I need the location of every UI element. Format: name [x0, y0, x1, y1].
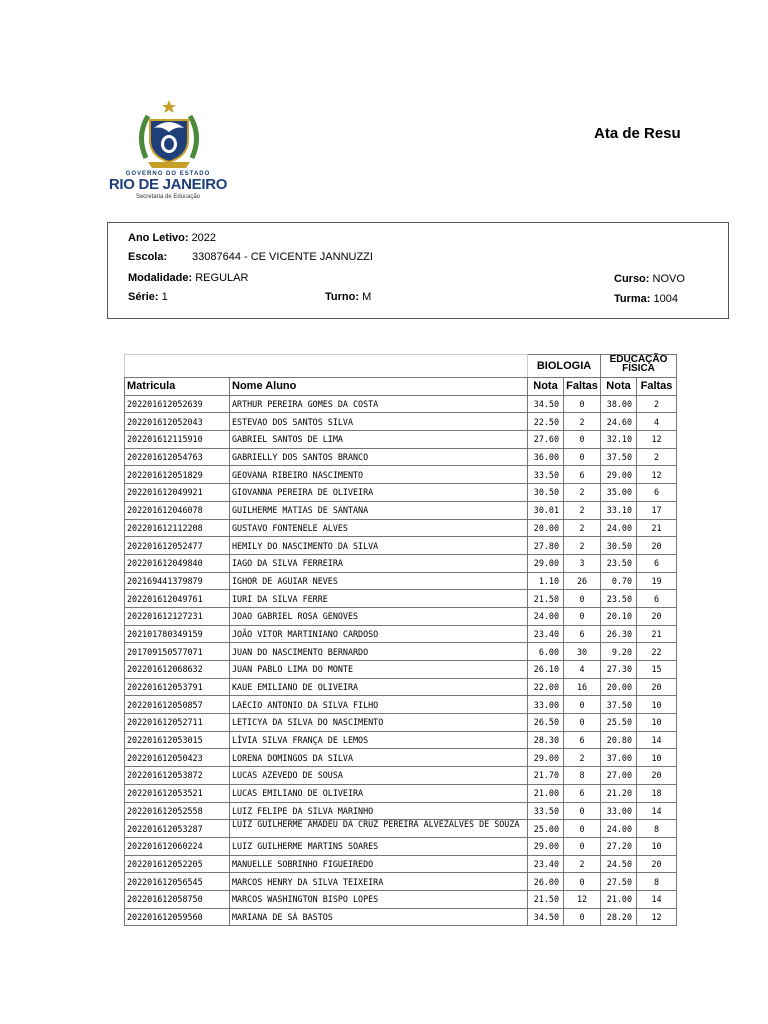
cell-faltas-biologia: 6 — [564, 466, 601, 484]
cell-nome: GEOVANA RIBEIRO NASCIMENTO — [230, 466, 528, 484]
table-row — [125, 678, 677, 696]
cell-faltas-biologia: 30 — [564, 643, 601, 661]
cell-nome: LUIZ GUILHERME AMADEU DA CRUZ PEREIRA ALVEZALVES DE SOUZA — [230, 820, 528, 838]
cell-nota-educacao-fisica: 30.50 — [601, 537, 637, 555]
cell-faltas-educacao-fisica: 8 — [637, 873, 677, 891]
cell-faltas-biologia: 12 — [564, 890, 601, 908]
cell-nota-educacao-fisica: 37.50 — [601, 448, 637, 466]
col-faltas-1: Faltas — [564, 378, 601, 396]
table-row — [125, 784, 677, 802]
cell-faltas-educacao-fisica: 21 — [637, 519, 677, 537]
table-row — [125, 890, 677, 908]
cell-nome: ARTHUR PEREIRA GOMES DA COSTA — [230, 395, 528, 413]
cell-matricula: 202201612052558 — [125, 802, 230, 820]
cell-faltas-educacao-fisica: 15 — [637, 661, 677, 679]
cell-faltas-educacao-fisica: 10 — [637, 749, 677, 767]
cell-nome: LUCAS AZEVEDO DE SOUSA — [230, 767, 528, 785]
table-row — [125, 431, 677, 449]
table-row — [125, 590, 677, 608]
cell-faltas-educacao-fisica: 19 — [637, 572, 677, 590]
cell-faltas-biologia: 0 — [564, 607, 601, 625]
cell-nota-biologia: 34.50 — [528, 395, 564, 413]
cell-nota-biologia: 26.10 — [528, 661, 564, 679]
cell-nota-biologia: 33.00 — [528, 696, 564, 714]
logo-line-3: Secretaria de Educação — [135, 194, 201, 200]
cell-faltas-educacao-fisica: 12 — [637, 466, 677, 484]
cell-faltas-educacao-fisica: 2 — [637, 448, 677, 466]
cell-nota-educacao-fisica: 37.50 — [601, 696, 637, 714]
cell-nome: GIOVANNA PEREIRA DE OLIVEIRA — [230, 484, 528, 502]
cell-matricula: 202201612051829 — [125, 466, 230, 484]
table-row — [125, 448, 677, 466]
cell-nota-biologia: 33.50 — [528, 466, 564, 484]
serie-value: 1 — [161, 291, 168, 303]
cell-nome: IGHOR DE AGUIAR NEVES — [230, 572, 528, 590]
cell-faltas-biologia: 0 — [564, 802, 601, 820]
cell-nota-educacao-fisica: 24.00 — [601, 820, 637, 838]
cell-nome: LUCAS EMILIANO DE OLIVEIRA — [230, 784, 528, 802]
cell-faltas-educacao-fisica: 20 — [637, 678, 677, 696]
cell-faltas-biologia: 6 — [564, 784, 601, 802]
cell-nota-educacao-fisica: 35.00 — [601, 484, 637, 502]
cell-nota-biologia: 21.70 — [528, 767, 564, 785]
cell-faltas-educacao-fisica: 21 — [637, 625, 677, 643]
subject-header-row — [125, 355, 677, 378]
cell-nota-biologia: 30.50 — [528, 484, 564, 502]
cell-faltas-educacao-fisica: 14 — [637, 731, 677, 749]
cell-nome: MARCOS WASHINGTON BISPO LOPES — [230, 890, 528, 908]
cell-nota-biologia: 29.00 — [528, 554, 564, 572]
cell-faltas-educacao-fisica: 20 — [637, 537, 677, 555]
cell-faltas-educacao-fisica: 10 — [637, 837, 677, 855]
cell-matricula: 202101780349159 — [125, 625, 230, 643]
cell-matricula: 202169441379879 — [125, 572, 230, 590]
cell-nome: LUIZ GUILHERME MARTINS SOARES — [230, 837, 528, 855]
table-row — [125, 820, 677, 838]
col-nota-2: Nota — [601, 378, 637, 396]
table-row — [125, 395, 677, 413]
cell-nota-biologia: 29.00 — [528, 837, 564, 855]
table-row — [125, 554, 677, 572]
cell-nota-educacao-fisica: 21.00 — [601, 890, 637, 908]
table-row — [125, 625, 677, 643]
cell-nota-educacao-fisica: 20.10 — [601, 607, 637, 625]
cell-nota-educacao-fisica: 27.30 — [601, 661, 637, 679]
table-row — [125, 696, 677, 714]
col-faltas-2: Faltas — [637, 378, 677, 396]
cell-faltas-biologia: 2 — [564, 855, 601, 873]
col-nome: Nome Aluno — [230, 378, 528, 396]
cell-matricula: 202201612115910 — [125, 431, 230, 449]
cell-matricula: 202201612049761 — [125, 590, 230, 608]
cell-nota-educacao-fisica: 38.00 — [601, 395, 637, 413]
turno-label: Turno: — [325, 291, 360, 303]
cell-matricula: 202201612052639 — [125, 395, 230, 413]
cell-matricula: 202201612053872 — [125, 767, 230, 785]
table-row — [125, 607, 677, 625]
table-row — [125, 731, 677, 749]
cell-matricula: 202201612127231 — [125, 607, 230, 625]
cell-matricula: 202201612053521 — [125, 784, 230, 802]
escola — [128, 251, 167, 263]
cell-faltas-educacao-fisica: 12 — [637, 431, 677, 449]
cell-faltas-educacao-fisica: 20 — [637, 607, 677, 625]
cell-faltas-biologia: 0 — [564, 873, 601, 891]
header-spacer — [125, 355, 528, 378]
cell-nome: KAUE EMILIANO DE OLIVEIRA — [230, 678, 528, 696]
cell-nome: GABRIEL SANTOS DE LIMA — [230, 431, 528, 449]
cell-nota-educacao-fisica: 0.70 — [601, 572, 637, 590]
cell-nota-biologia: 26.50 — [528, 714, 564, 732]
cell-nota-educacao-fisica: 9.20 — [601, 643, 637, 661]
cell-nota-biologia: 25.00 — [528, 820, 564, 838]
table-row — [125, 855, 677, 873]
cell-nota-educacao-fisica: 33.10 — [601, 501, 637, 519]
cell-nome: ESTEVAO DOS SANTOS SILVA — [230, 413, 528, 431]
table-row — [125, 714, 677, 732]
cell-nota-educacao-fisica: 27.50 — [601, 873, 637, 891]
cell-faltas-biologia: 2 — [564, 501, 601, 519]
ano-value: 2022 — [191, 232, 217, 244]
cell-nota-educacao-fisica: 32.10 — [601, 431, 637, 449]
modalidade-value: REGULAR — [195, 272, 249, 284]
cell-faltas-biologia: 0 — [564, 714, 601, 732]
cell-matricula: 202201612052711 — [125, 714, 230, 732]
cell-faltas-biologia: 0 — [564, 696, 601, 714]
table-row — [125, 908, 677, 926]
cell-faltas-biologia: 2 — [564, 537, 601, 555]
cell-faltas-educacao-fisica: 6 — [637, 484, 677, 502]
cell-matricula: 202201612049921 — [125, 484, 230, 502]
cell-nota-educacao-fisica: 25.50 — [601, 714, 637, 732]
cell-nome: LETICYA DA SILVA DO NASCIMENTO — [230, 714, 528, 732]
cell-faltas-educacao-fisica: 10 — [637, 696, 677, 714]
cell-nota-biologia: 29.00 — [528, 749, 564, 767]
curso-value: NOVO — [652, 273, 685, 285]
cell-nota-biologia: 33.50 — [528, 802, 564, 820]
cell-faltas-educacao-fisica: 14 — [637, 890, 677, 908]
cell-faltas-biologia: 0 — [564, 908, 601, 926]
cell-nota-biologia: 26.00 — [528, 873, 564, 891]
cell-nota-biologia: 22.50 — [528, 413, 564, 431]
cell-nome: MANUELLE SOBRINHO FIGUEIREDO — [230, 855, 528, 873]
modalidade-label: Modalidade: — [128, 272, 193, 284]
cell-faltas-biologia: 2 — [564, 413, 601, 431]
cell-matricula: 202201612052477 — [125, 537, 230, 555]
cell-nome: GABRIELLY DOS SANTOS BRANCO — [230, 448, 528, 466]
table-row — [125, 802, 677, 820]
cell-nota-biologia: 23.40 — [528, 855, 564, 873]
cell-faltas-educacao-fisica: 12 — [637, 908, 677, 926]
cell-nota-educacao-fisica: 28.20 — [601, 908, 637, 926]
cell-faltas-educacao-fisica: 18 — [637, 784, 677, 802]
cell-nome: GUILHERME MATIAS DE SANTANA — [230, 501, 528, 519]
logo-line-1: GOVERNO DO ESTADO — [125, 171, 211, 177]
cell-nome: LAECIO ANTONIO DA SILVA FILHO — [230, 696, 528, 714]
cell-nome: LORENA DOMINGOS DA SILVA — [230, 749, 528, 767]
cell-matricula: 202201612052043 — [125, 413, 230, 431]
cell-nota-biologia: 30.01 — [528, 501, 564, 519]
cell-nota-biologia: 34.50 — [528, 908, 564, 926]
curso-label: Curso: — [614, 273, 650, 285]
cell-faltas-biologia: 0 — [564, 590, 601, 608]
cell-faltas-biologia: 3 — [564, 554, 601, 572]
cell-nota-educacao-fisica: 21.20 — [601, 784, 637, 802]
cell-matricula: 202201612054763 — [125, 448, 230, 466]
cell-nota-educacao-fisica: 23.50 — [601, 590, 637, 608]
cell-faltas-biologia: 6 — [564, 731, 601, 749]
cell-nota-biologia: 22.00 — [528, 678, 564, 696]
cell-nota-biologia: 21.00 — [528, 784, 564, 802]
cell-nota-educacao-fisica: 20.00 — [601, 678, 637, 696]
cell-nota-biologia: 1.10 — [528, 572, 564, 590]
serie-label: Série: — [128, 291, 159, 303]
cell-faltas-biologia: 4 — [564, 661, 601, 679]
cell-faltas-biologia: 0 — [564, 837, 601, 855]
cell-nota-educacao-fisica: 24.50 — [601, 855, 637, 873]
cell-matricula: 202201612053791 — [125, 678, 230, 696]
cell-faltas-educacao-fisica: 8 — [637, 820, 677, 838]
table-row — [125, 484, 677, 502]
document-title: Ata de Resu — [594, 125, 681, 142]
escola-label: Escola: — [128, 251, 168, 263]
cell-nota-biologia: 21.50 — [528, 890, 564, 908]
cell-nota-biologia: 27.60 — [528, 431, 564, 449]
table-row — [125, 643, 677, 661]
cell-nota-educacao-fisica: 23.50 — [601, 554, 637, 572]
cell-nome: GUSTAVO FONTENELE ALVES — [230, 519, 528, 537]
cell-faltas-educacao-fisica: 22 — [637, 643, 677, 661]
cell-faltas-biologia: 16 — [564, 678, 601, 696]
modalidade — [128, 272, 248, 284]
cell-faltas-biologia: 2 — [564, 519, 601, 537]
cell-matricula: 202201612053287 — [125, 820, 230, 838]
ano-label: Ano Letivo: — [128, 232, 189, 244]
turma — [614, 293, 678, 305]
cell-nota-educacao-fisica: 24.00 — [601, 519, 637, 537]
cell-nota-biologia: 27.80 — [528, 537, 564, 555]
cell-nome: LUIZ FELIPE DA SILVA MARINHO — [230, 802, 528, 820]
subject-biologia: BIOLOGIA — [528, 355, 601, 378]
cell-nota-biologia: 6.00 — [528, 643, 564, 661]
col-matricula: Matricula — [125, 378, 230, 396]
cell-faltas-educacao-fisica: 17 — [637, 501, 677, 519]
table-body — [125, 395, 677, 926]
cell-faltas-educacao-fisica: 6 — [637, 590, 677, 608]
grades-table — [124, 354, 677, 926]
cell-nome: HEMILY DO NASCIMENTO DA SILVA — [230, 537, 528, 555]
cell-matricula: 202201612056545 — [125, 873, 230, 891]
table-row — [125, 466, 677, 484]
table-row — [125, 749, 677, 767]
cell-matricula: 202201612068632 — [125, 661, 230, 679]
turma-value: 1004 — [653, 293, 679, 305]
cell-faltas-biologia: 2 — [564, 484, 601, 502]
cell-nota-biologia: 28.30 — [528, 731, 564, 749]
cell-nome: JUAN DO NASCIMENTO BERNARDO — [230, 643, 528, 661]
cell-matricula: 202201612053015 — [125, 731, 230, 749]
cell-matricula: 202201612059560 — [125, 908, 230, 926]
escola-value: 33087644 - CE VICENTE JANNUZZI — [192, 251, 373, 263]
cell-nota-educacao-fisica: 33.00 — [601, 802, 637, 820]
cell-nota-educacao-fisica: 27.20 — [601, 837, 637, 855]
table-row — [125, 537, 677, 555]
cell-faltas-educacao-fisica: 4 — [637, 413, 677, 431]
table-row — [125, 873, 677, 891]
cell-nota-educacao-fisica: 24.60 — [601, 413, 637, 431]
column-header-row — [125, 378, 677, 396]
cell-nota-biologia: 23.40 — [528, 625, 564, 643]
cell-faltas-biologia: 26 — [564, 572, 601, 590]
cell-nome: JOAO GABRIEL ROSA GENOVES — [230, 607, 528, 625]
table-row — [125, 572, 677, 590]
cell-faltas-biologia: 6 — [564, 625, 601, 643]
curso — [614, 273, 685, 285]
cell-matricula: 202201612049840 — [125, 554, 230, 572]
cell-nome: MARCOS HENRY DA SILVA TEIXEIRA — [230, 873, 528, 891]
cell-faltas-educacao-fisica: 10 — [637, 714, 677, 732]
cell-faltas-educacao-fisica: 20 — [637, 855, 677, 873]
serie — [128, 291, 168, 303]
cell-nome: JOÃO VITOR MARTINIANO CARDOSO — [230, 625, 528, 643]
cell-faltas-educacao-fisica: 2 — [637, 395, 677, 413]
cell-matricula: 202201612050857 — [125, 696, 230, 714]
cell-nome: IURI DA SILVA FERRE — [230, 590, 528, 608]
info-box — [107, 222, 729, 319]
col-nota-1: Nota — [528, 378, 564, 396]
table-row — [125, 837, 677, 855]
cell-faltas-educacao-fisica: 6 — [637, 554, 677, 572]
cell-matricula: 201709150577071 — [125, 643, 230, 661]
cell-matricula: 202201612052205 — [125, 855, 230, 873]
table-row — [125, 413, 677, 431]
subject-educacao-fisica: EDUCAÇÃO FÍSICA — [601, 355, 677, 378]
cell-faltas-biologia: 0 — [564, 448, 601, 466]
cell-faltas-biologia: 8 — [564, 767, 601, 785]
cell-nota-educacao-fisica: 20.80 — [601, 731, 637, 749]
cell-nota-biologia: 24.00 — [528, 607, 564, 625]
logo-line-2: RIO DE JANEIRO — [108, 176, 228, 193]
table-row — [125, 767, 677, 785]
cell-matricula: 202201612050423 — [125, 749, 230, 767]
cell-nome: JUAN PABLO LIMA DO MONTE — [230, 661, 528, 679]
cell-nota-biologia: 21.50 — [528, 590, 564, 608]
cell-nome: IAGO DA SILVA FERREIRA — [230, 554, 528, 572]
table-row — [125, 661, 677, 679]
cell-faltas-biologia: 0 — [564, 431, 601, 449]
cell-matricula: 202201612060224 — [125, 837, 230, 855]
cell-matricula: 202201612058750 — [125, 890, 230, 908]
table-row — [125, 501, 677, 519]
cell-matricula: 202201612046078 — [125, 501, 230, 519]
cell-nota-educacao-fisica: 27.00 — [601, 767, 637, 785]
turma-label: Turma: — [614, 293, 651, 305]
cell-nota-biologia: 36.00 — [528, 448, 564, 466]
cell-faltas-biologia: 2 — [564, 749, 601, 767]
cell-nota-educacao-fisica: 26.30 — [601, 625, 637, 643]
cell-nome: LÍVIA SILVA FRANÇA DE LEMOS — [230, 731, 528, 749]
turno-value: M — [362, 291, 372, 303]
cell-faltas-educacao-fisica: 20 — [637, 767, 677, 785]
cell-nota-educacao-fisica: 37.00 — [601, 749, 637, 767]
cell-faltas-biologia: 0 — [564, 395, 601, 413]
cell-matricula: 202201612112208 — [125, 519, 230, 537]
cell-faltas-educacao-fisica: 14 — [637, 802, 677, 820]
cell-nota-educacao-fisica: 29.00 — [601, 466, 637, 484]
cell-nota-biologia: 20.00 — [528, 519, 564, 537]
cell-nome: MARIANA DE SÁ BASTOS — [230, 908, 528, 926]
cell-faltas-biologia: 0 — [564, 820, 601, 838]
turno — [325, 291, 371, 303]
table-row — [125, 519, 677, 537]
ano-letivo — [128, 232, 216, 244]
